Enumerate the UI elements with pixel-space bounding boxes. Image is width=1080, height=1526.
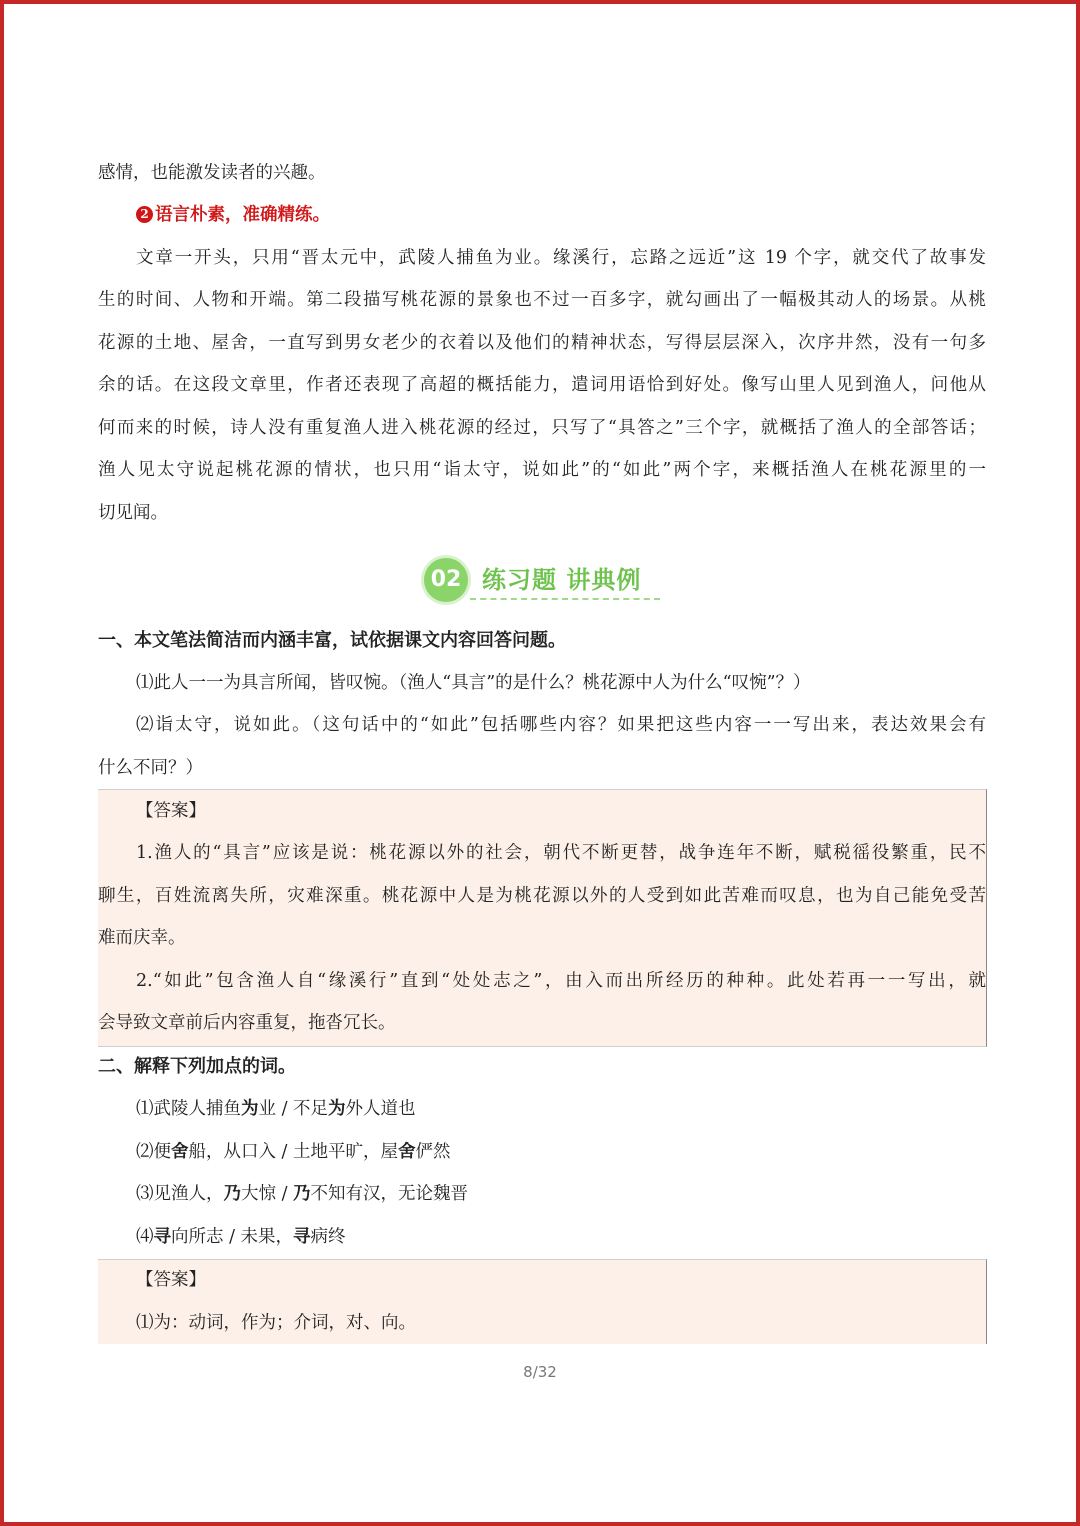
item-text: ⑵便 [136, 1142, 171, 1162]
item-text: 业 / 不足 [258, 1099, 329, 1119]
dotted-word: 为 [241, 1099, 259, 1119]
item-text: ⑶见渔人， [136, 1184, 224, 1204]
paragraph-line: 余的话。在这段文章里，作者还表现了高超的概括能力，遣词用语恰到好处。像写山里人见到渔人，问他从 [98, 375, 986, 395]
answer-line: 1.渔人的“具言”应该是说：桃花源以外的社会，朝代不断更替，战争连年不断，赋税徭役繁重，民不 [136, 843, 986, 863]
paragraph-line: 文章一开头，只用“晋太元中，武陵人捕鱼为业。缘溪行，忘路之远近”这 19 个字，就交代了故事发 [136, 248, 986, 268]
section-number-badge: 02 [424, 558, 468, 602]
item-text: ⑴武陵人捕鱼 [136, 1099, 241, 1119]
paragraph-line: 切见闻。 [98, 503, 168, 523]
dotted-word: 寻 [153, 1227, 171, 1247]
question-2-item [136, 1179, 468, 1209]
item-text: 外人道也 [345, 1099, 416, 1119]
dotted-word: 舍 [171, 1142, 189, 1162]
question-2-title: 二、解释下列加点的词。 [98, 1056, 296, 1077]
dotted-word: 为 [328, 1099, 346, 1119]
paragraph-line: 何而来的时候，诗人没有重复渔人进入桃花源的经过，只写了“具答之”三个字，就概括了渔人的全部答话； [98, 418, 986, 438]
answer-line: 会导致文章前后内容重复，拖沓冗长。 [98, 1013, 396, 1033]
dotted-word: 寻 [293, 1227, 311, 1247]
question-1-item: ⑵诣太守，说如此。（这句话中的“如此”包括哪些内容？如果把这些内容一一写出来，表达效果会有 [136, 715, 986, 735]
question-2-item [136, 1137, 451, 1167]
question-1-title: 一、本文笔法简洁而内涵丰富，试依据课文内容回答问题。 [98, 630, 566, 651]
answer-line: 2.“如此”包含渔人自“缘溪行”直到“处处志之”，由入而出所经历的种种。此处若再一一写出，就 [136, 971, 986, 991]
answer-line: ⑴为：动词，作为；介词，对、向。 [136, 1313, 416, 1333]
question-1-item: ⑴此人一一为具言所闻，皆叹惋。（渔人“具言”的是什么？桃花源中人为什么“叹惋”？） [136, 673, 811, 693]
item-text: 大惊 / [241, 1184, 294, 1204]
question-2-item [136, 1094, 416, 1124]
section-title: 练习题 讲典例 [482, 566, 642, 594]
item-text: 船，从口入 / 土地平旷，屋 [188, 1142, 399, 1162]
page-number: 8/32 [523, 1363, 557, 1381]
answer-line: 难而庆幸。 [98, 928, 186, 948]
answer-label: 【答案】 [136, 1270, 206, 1290]
answer-label: 【答案】 [136, 801, 206, 821]
item-text: 病终 [310, 1227, 346, 1247]
question-1-item: 什么不同？） [98, 758, 203, 778]
paragraph-line: 花源的土地、屋舍，一直写到男女老少的衣着以及他们的精神状态，写得层层深入，次序井然，没有一句多 [98, 333, 986, 353]
question-2-item [136, 1222, 346, 1252]
point-heading [136, 200, 330, 230]
paragraph-line: 渔人见太守说起桃花源的情状，也只用“诣太守，说如此”的“如此”两个字，来概括渔人在桃花源里的一 [98, 460, 986, 480]
answer-line: 聊生，百姓流离失所，灾难深重。桃花源中人是为桃花源以外的人受到如此苦难而叹息，也为自己能免受苦 [98, 886, 986, 906]
number-badge-icon: 2 [136, 206, 153, 223]
intro-tail-text: 感情，也能激发读者的兴趣。 [98, 163, 326, 183]
paragraph-line: 生的时间、人物和开端。第二段描写桃花源的景象也不过一百多字，就勾画出了一幅极其动人的场景。从桃 [98, 290, 986, 310]
dotted-word: 乃 [293, 1184, 311, 1204]
dotted-word: 舍 [398, 1142, 416, 1162]
item-text: 不知有汉，无论魏晋 [310, 1184, 469, 1204]
item-text: ⑷ [136, 1227, 154, 1247]
item-text: 俨然 [415, 1142, 451, 1162]
point-heading-text: 语言朴素，准确精练。 [155, 205, 330, 225]
title-underline [470, 598, 660, 600]
item-text: 向所志 / 未果， [171, 1227, 294, 1247]
dotted-word: 乃 [223, 1184, 241, 1204]
